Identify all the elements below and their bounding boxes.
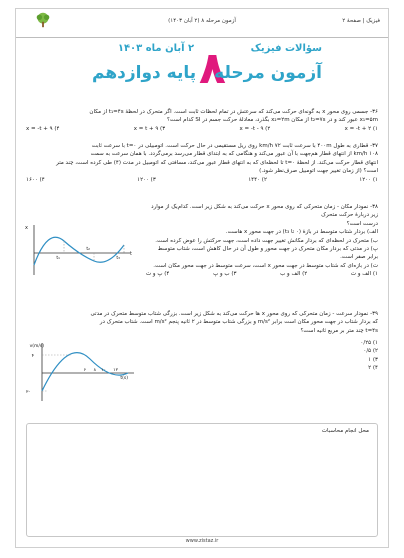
question-39	[26, 310, 378, 335]
position-time-graph	[26, 221, 138, 279]
exam-banner	[86, 43, 322, 105]
tick-t12: ۱۲	[113, 368, 118, 373]
axis-label-t: t	[130, 251, 132, 257]
option-4[interactable]: ۴) ۱۶۰۰	[26, 176, 45, 183]
option-2[interactable]: ۲) ۰/۵	[363, 348, 378, 355]
question-line: ب) متحرک در لحظه‌ای که بردار مکانش تغییر جهت داده است، جهت حرکتش را عوض کرده است.	[155, 237, 378, 244]
question-line: ۳۸- نمودار مکان - زمان متحرکی که روی محور x حرکت می‌کند به شکل زیر است. کدام‌یک از موارد زیر دربارهٔ حرکت متحرک	[151, 204, 378, 219]
header-subject: فیزیک | صفحهٔ ۲	[342, 18, 380, 24]
banner-grade: پایه دوازدهم	[92, 63, 197, 83]
axis-label-t: t(s)	[120, 376, 128, 381]
tick-t1: t₁	[56, 256, 60, 261]
option-3[interactable]: ۳) ۱۲۰۰	[137, 176, 156, 183]
tick-v4: ۴	[31, 354, 34, 359]
option-3[interactable]: ۳) ۱	[368, 356, 378, 363]
banner-number: ۸	[199, 43, 226, 94]
question-37	[26, 142, 378, 184]
option-4[interactable]: ۴) x = -t + ۹	[26, 125, 60, 132]
option-2[interactable]: ۲) ۱۴۴۰	[248, 176, 267, 183]
question-line: x₁=۵m عبور کند و در t₂=۷s از مکان x₂=۲m بگذرد، معادلهٔ حرکت جسم در SI کدام است؟	[166, 117, 378, 124]
question-line: درست است؟	[346, 220, 378, 227]
question-39-options	[266, 339, 378, 373]
zistaz-logo	[24, 11, 64, 37]
page-header	[16, 9, 388, 38]
calculation-area[interactable]	[26, 423, 378, 537]
option-3[interactable]: ۳) ب و پ	[213, 271, 237, 278]
tick-vneg2: -۲	[25, 390, 30, 395]
header-exam-title: آزمون مرحله ۸ (۲ آبان ۱۴۰۳)	[168, 18, 236, 24]
question-line: ت) در بازه‌ای که شتاب متوسط در جهت محور x است، سرعت متوسط در جهت محور مکان است.	[153, 262, 378, 269]
question-line: است؟ (از زمان تغییر جهت اتومبیل صرف‌نظر شود.)	[259, 168, 378, 175]
velocity-time-graph	[25, 339, 146, 405]
question-line: انتهای قطار حرکت می‌کند. از لحظهٔ t=۰ تا لحظه‌ای که به انتهای قطار عبور می‌کند، مسافتی که اتومبیل در مدت (۴) طی کرده است، چند متر	[56, 159, 378, 166]
question-line: الف) بردار شتاب متوسط در بازهٔ (۰ تا t₃) در جهت محور x هاست.	[225, 229, 378, 236]
option-3[interactable]: ۳) x = t + ۹	[133, 125, 166, 132]
position-curve	[34, 237, 124, 265]
question-line: t=۴s چند متر بر مربع ثانیه است؟	[300, 327, 378, 334]
question-line: ۳۹- نمودار سرعت - زمان متحرکی که روی محور x ها حرکت می‌کند به شکل زیر است. بزرگی شتاب متوسط متحرک در مدتی	[90, 311, 378, 317]
question-line: پ) در مدتی که بردار مکان متحرک در جهت محور و طول آن در حال کاهش است، شتاب متوسط	[157, 246, 378, 253]
footer-website: www.zistaz.ir	[185, 538, 219, 544]
option-4[interactable]: ۴) پ و ت	[146, 271, 170, 278]
tick-t10: ۱۰	[101, 368, 106, 373]
tick-t8: ۸	[93, 368, 96, 373]
tick-t6: ۶	[83, 368, 86, 373]
banner-series: سؤالات فیزیک	[250, 43, 322, 54]
exam-page	[15, 8, 389, 548]
tree-logo-icon	[34, 11, 52, 29]
question-options	[146, 270, 378, 278]
option-1[interactable]: ۱) ۱۲۰۰	[359, 176, 378, 183]
option-1[interactable]: ۱) x = -t + ۲	[344, 125, 378, 132]
banner-date: ۲ آبان ماه ۱۴۰۳	[117, 43, 195, 54]
option-4[interactable]: ۴) ۲	[368, 365, 378, 372]
option-2[interactable]: ۲) x = -t - ۹	[239, 125, 271, 132]
question-36	[26, 108, 378, 133]
question-options	[26, 125, 378, 133]
axis-label-v: v(m/s)	[29, 344, 44, 349]
question-line: که بردار شتاب در جهت محور مکان است برابر m/s² و بزرگی شتاب متوسط در ۲ ثانیه پنجم m/s² است. شتاب متحرک در	[99, 319, 378, 326]
question-line: ۳۷- قطاری به طول ۴۰۰m با سرعت ثابت ۷۲ km/h روی ریل مستقیمی در حال حرکت است. اتومبیلی در t=۰ با سرعت ثابت	[91, 143, 378, 149]
tick-t3: t₃	[116, 256, 120, 261]
axis-label-x: x	[25, 225, 28, 231]
calculation-area-label: محل انجام محاسبات	[321, 428, 369, 434]
question-options	[26, 176, 378, 184]
question-line: ۱۰۸ km/h از انتهای قطار هم‌جهت با آن عبور می‌کند و هنگامی که به ابتدای قطار می‌رسد برمی‌گردد. با همان سرعت به سمت	[90, 151, 378, 158]
question-line: ۳۶- جسمی روی محور x به گونه‌ای حرکت می‌کند که سرعتش در تمام لحظات ثابت است. اگر متحرک در لحظهٔ t₁=۴s از مکان	[89, 109, 378, 115]
option-1[interactable]: ۱) ۰/۲۵	[360, 340, 378, 346]
option-2[interactable]: ۲) الف و ب	[280, 271, 308, 278]
banner-exam: آزمون مرحله	[214, 63, 322, 83]
question-38	[146, 203, 378, 279]
tick-t2: t₂	[86, 247, 90, 252]
question-line: برابر صفر است.	[340, 254, 378, 261]
option-1[interactable]: ۱) الف و ت	[350, 271, 378, 278]
